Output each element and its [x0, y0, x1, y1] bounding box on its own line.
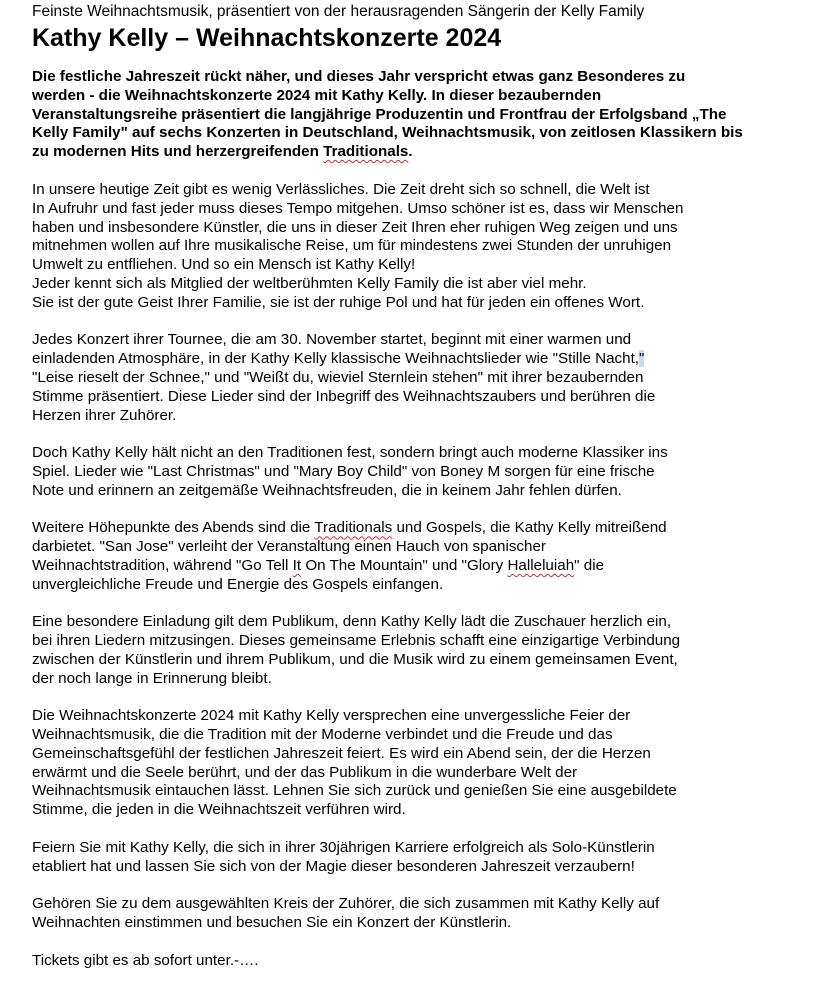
text-line: bei ihren Liedern mitzusingen. Dieses gemeinsame Erlebnis schafft eine einzigartige Verbindung — [32, 632, 681, 650]
paragraph-invitation — [32, 895, 790, 933]
lead-text: . — [408, 143, 413, 161]
lead-line: werden - die Weihnachtskonzerte 2024 mit Kathy Kelly. In dieser bezaubernden — [32, 86, 602, 104]
text-line: Jedes Konzert ihrer Tournee, die am 30. November startet, beginnt mit einer warmen und — [32, 331, 632, 349]
text-line: Umwelt zu entfliehen. Und so ein Mensch ist Kathy Kelly! — [32, 256, 416, 274]
text-line: Eine besondere Einladung gilt dem Publikum, denn Kathy Kelly lädt die Zuschauer herzlich ein, — [32, 613, 672, 631]
paragraph-classics — [32, 331, 790, 425]
document-title: Kathy Kelly – Weihnachtskonzerte 2024 — [32, 24, 502, 52]
text-line: Gehören Sie zu dem ausgewählten Kreis der Zuhörer, die sich zusammen mit Kathy Kelly auf — [32, 895, 660, 913]
lead-line — [32, 143, 790, 162]
paragraph-modern — [32, 444, 790, 500]
lead-paragraph — [32, 68, 790, 162]
paragraph-intro — [32, 181, 790, 313]
text-line: Feiern Sie mit Kathy Kelly, die sich in ihrer 30jährigen Karriere erfolgreich als Solo-Künstlerin — [32, 838, 655, 856]
text-segment: On The Mountain" und "Glory — [301, 556, 508, 574]
text-line: Weihnachtsmusik eintauchen lässt. Lehnen Sie sich zurück und genießen Sie eine ausgebildete — [32, 782, 677, 800]
text-line: Jeder kennt sich als Mitglied der weltberühmten Kelly Family die ist aber viel mehr. — [32, 274, 587, 292]
text-segment: Weihnachtstradition, während "Go Tell — [32, 556, 293, 574]
text-line: Weihnachtsmusik, die die Tradition mit der Moderne verbindet und die Freude und das — [32, 726, 613, 744]
text-line: etabliert hat und lassen Sie sich von der Magie dieser besonderen Jahreszeit verzaubern! — [32, 857, 635, 875]
text-line: Weihnachten einstimmen und besuchen Sie ein Konzert der Künstlerin. — [32, 914, 512, 932]
lead-line: Die festliche Jahreszeit rückt näher, und dieses Jahr verspricht etwas ganz Besonderes zu — [32, 68, 686, 85]
text-line: In Aufruhr und fast jeder muss dieses Tempo mitgehen. Umso schöner ist es, dass wir Menschen — [32, 199, 684, 217]
text-line: Note und erinnern an zeitgemäße Weihnachtsfreuden, die in keinem Jahr fehlen dürfen. — [32, 481, 622, 499]
spellcheck-word[interactable]: It — [292, 556, 302, 574]
text-line: der noch lange in Erinnerung bleibt. — [32, 669, 272, 687]
lead-line: Kelly Family" auf sechs Konzerten in Deutschland, Weihnachtsmusik, von zeitlosen Klassikern bis — [32, 124, 743, 142]
spellcheck-word[interactable]: Halleluiah — [507, 556, 575, 574]
text-segment: einladenden Atmosphäre, in der Kathy Kelly klassische Weihnachtslieder wie "Stille Nacht, — [32, 350, 640, 368]
text-line: zwischen der Künstlerin und ihrem Publikum, und die Musik wird zu einem gemeinsamen Event, — [32, 650, 678, 668]
paragraph-gospels — [32, 519, 790, 594]
text-line: Gemeinschaftsgefühl der festlichen Jahreszeit feiert. Es wird ein Abend sein, der die Herzen — [32, 744, 651, 762]
paragraph-career — [32, 839, 790, 877]
text-line: unvergleichliche Freude und Energie des Gospels einfangen. — [32, 575, 444, 593]
text-segment: Weitere Höhepunkte des Abends sind die — [32, 519, 315, 537]
text-line — [32, 350, 790, 369]
paragraph-celebration — [32, 707, 790, 820]
text-line: Stimme, die jeden in die Weihnachtszeit verführen wird. — [32, 801, 406, 819]
text-line: Die Weihnachtskonzerte 2024 mit Kathy Kelly versprechen eine unvergessliche Feier der — [32, 707, 631, 725]
text-line: Sie ist der gute Geist Ihrer Familie, sie ist der ruhige Pol und hat für jeden ein offenes Wort. — [32, 293, 645, 311]
text-line: haben und insbesondere Künstler, die uns in dieser Zeit Ihren eher ruhigen Weg zeigen und uns — [32, 218, 678, 236]
spellcheck-word[interactable]: Traditionals — [323, 143, 409, 161]
text-segment: und Gospels, die Kathy Kelly mitreißend — [392, 519, 667, 537]
text-line: mitnehmen wollen auf Ihre musikalische Reise, um für mindestens zwei Stunden der unruhigen — [32, 237, 672, 255]
text-line: Stimme präsentiert. Diese Lieder sind der Inbegriff des Weihnachtszaubers und berühren die — [32, 387, 656, 405]
text-line: Herzen ihrer Zuhörer. — [32, 406, 177, 424]
text-line: Doch Kathy Kelly hält nicht an den Traditionen fest, sondern bringt auch moderne Klassiker ins — [32, 444, 668, 462]
text-line: Tickets gibt es ab sofort unter.-…. — [32, 951, 259, 969]
text-line: "Leise rieselt der Schnee," und "Weißt du, wieviel Sternlein stehen" mit ihrer bezaubernden — [32, 368, 644, 386]
lead-line: Veranstaltungsreihe präsentiert die langjährige Produzentin und Frontfrau der Erfolgsband „The — [32, 105, 727, 123]
paragraph-singalong — [32, 613, 790, 688]
document-subtitle: Feinste Weihnachtsmusik, präsentiert von der herausragenden Sängerin der Kelly Family — [32, 3, 645, 20]
text-line — [32, 519, 790, 538]
text-line — [32, 557, 790, 576]
text-line: In unsere heutige Zeit gibt es wenig Verlässliches. Die Zeit dreht sich so schnell, die Welt ist — [32, 180, 650, 198]
paragraph-tickets — [32, 952, 790, 971]
text-segment: " die — [574, 556, 605, 574]
text-line: Spiel. Lieder wie "Last Christmas" und "Mary Boy Child" von Boney M sorgen für eine frische — [32, 462, 655, 480]
text-line: erwärmt und die Seele berührt, und der das Publikum in die wunderbare Welt der — [32, 763, 578, 781]
text-selection-highlight[interactable]: " — [639, 350, 645, 368]
spellcheck-word[interactable]: Traditionals — [314, 519, 393, 537]
text-line: darbietet. "San Jose" verleiht der Veranstaltung einen Hauch von spanischer — [32, 538, 546, 556]
lead-text: zu modernen Hits und herzergreifenden — [32, 143, 324, 161]
